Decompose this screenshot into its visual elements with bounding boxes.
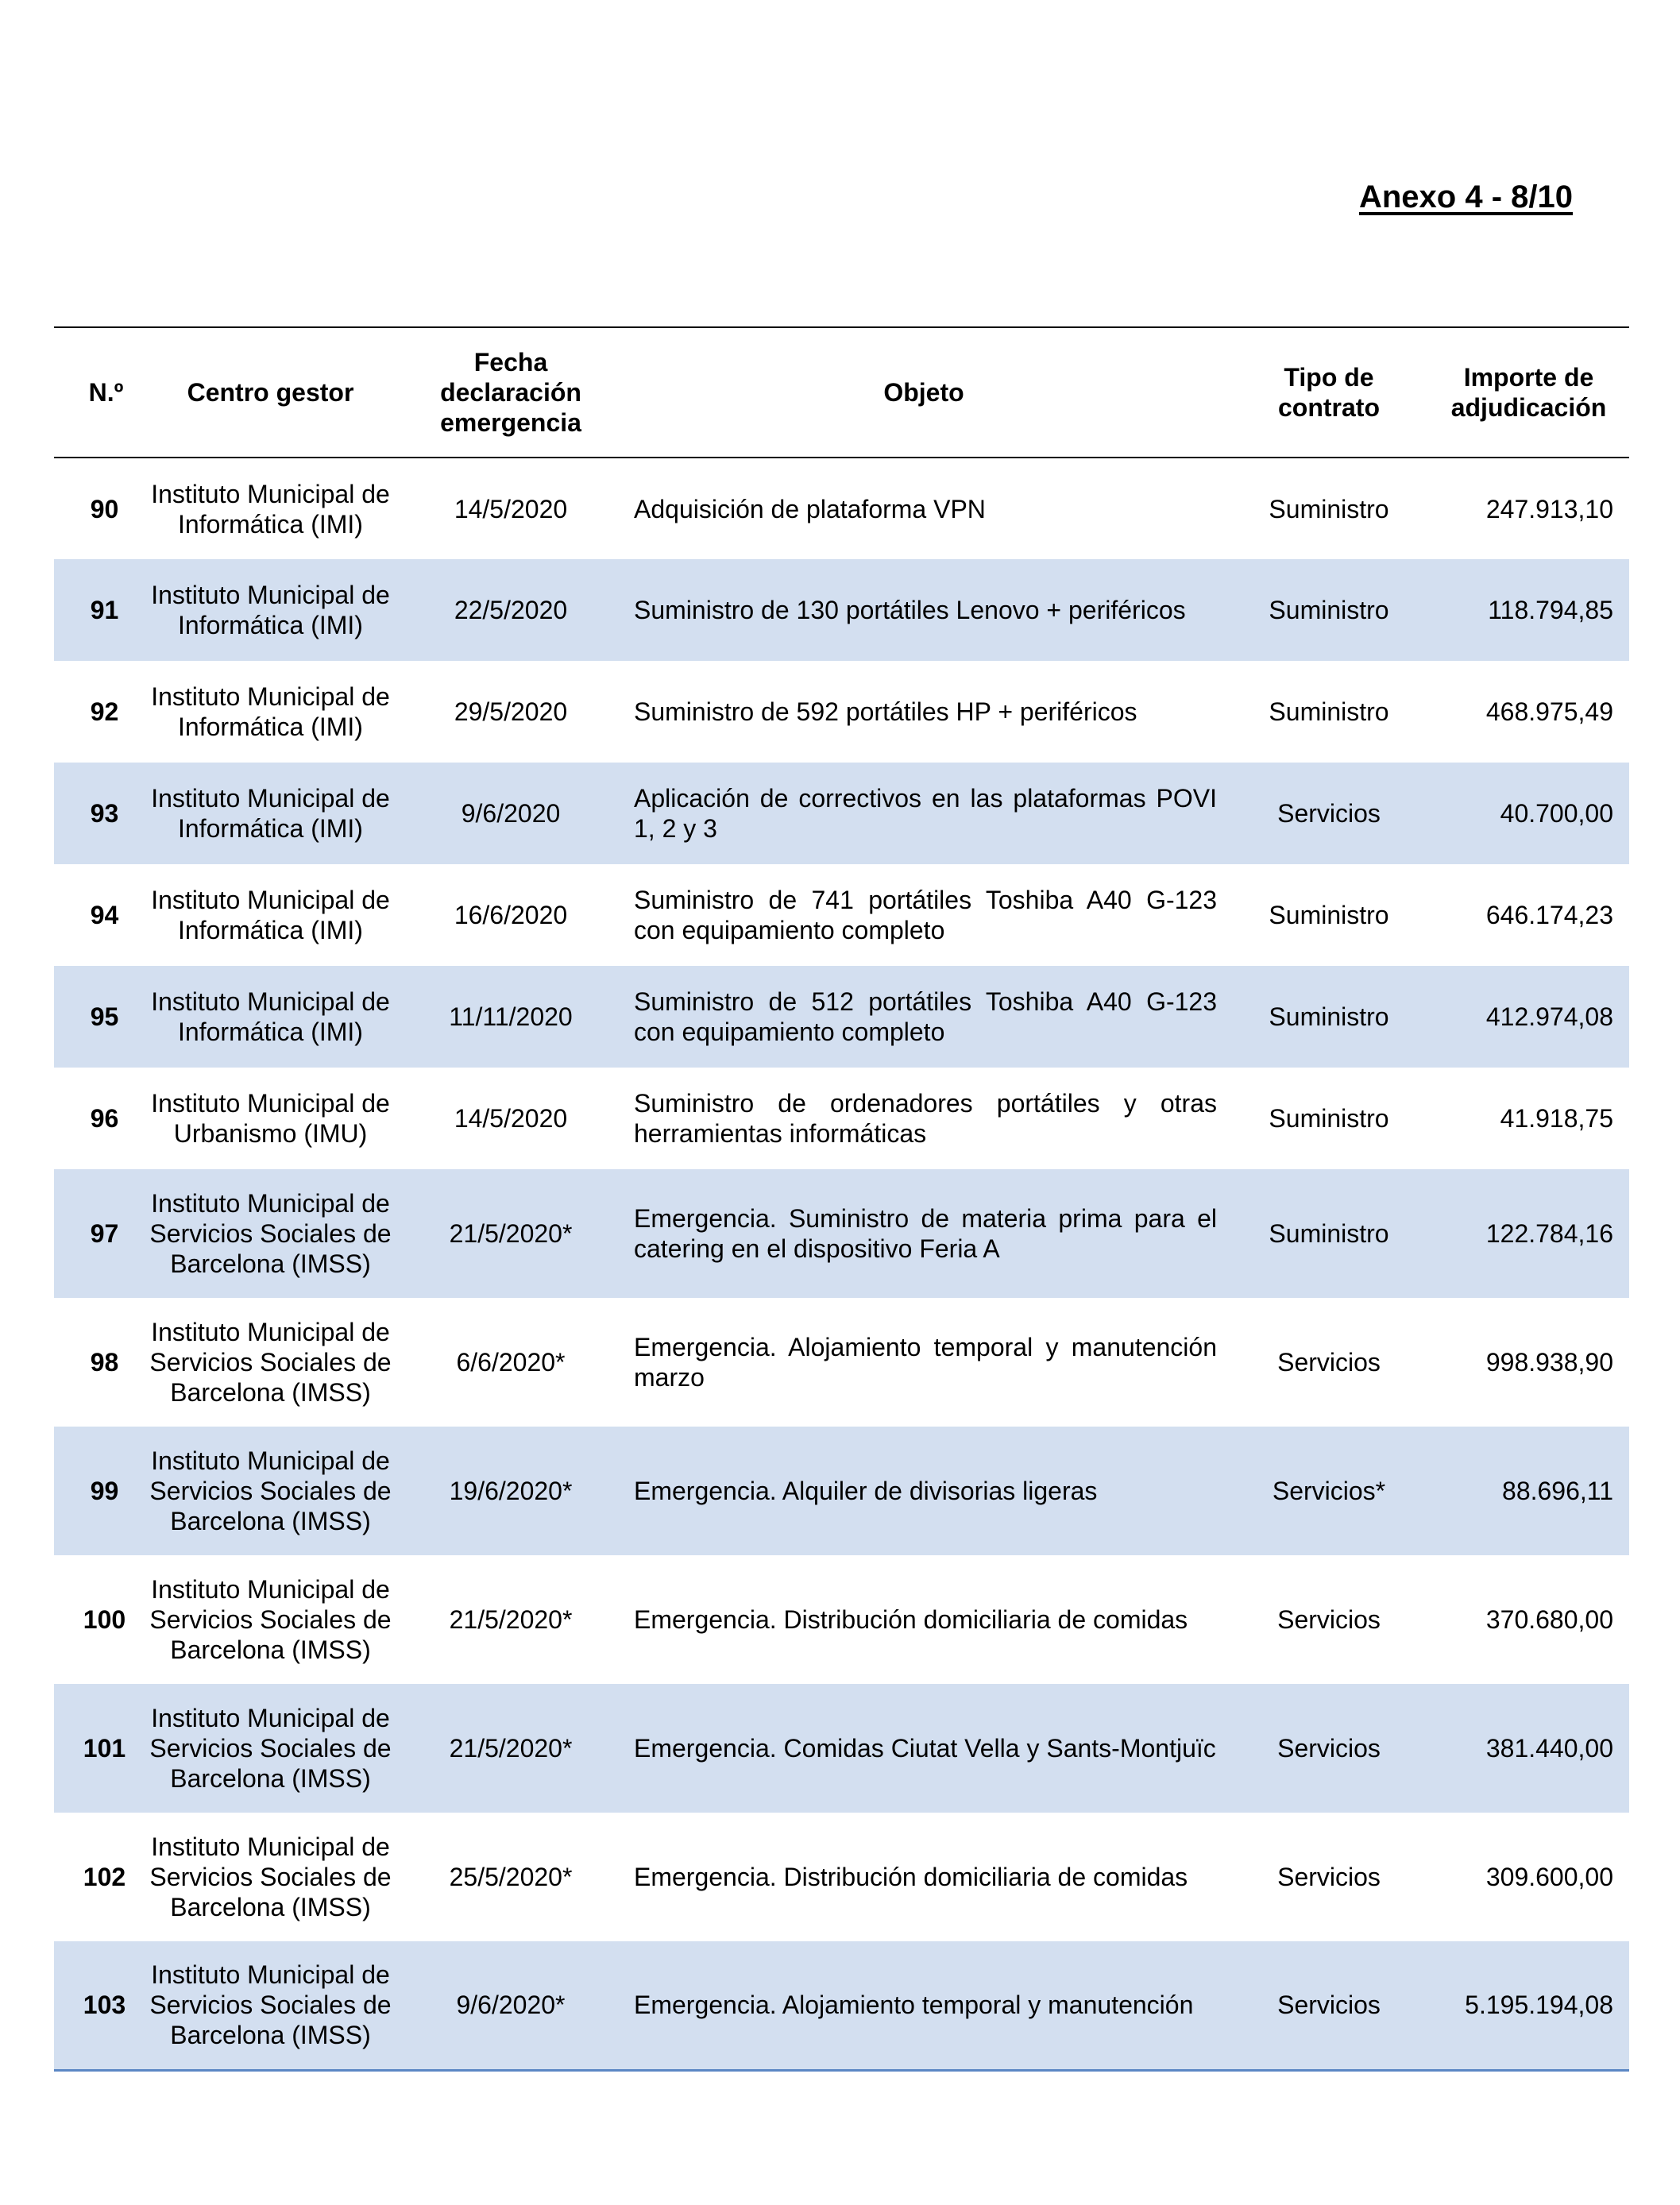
row-tipo: Servicios bbox=[1230, 1941, 1428, 2070]
row-num: 101 bbox=[54, 1684, 137, 1813]
table-row bbox=[54, 864, 1629, 966]
row-tipo: Suministro bbox=[1269, 494, 1389, 523]
row-tipo: Suministro bbox=[1269, 901, 1389, 929]
row-objeto: Aplicación de correctivos en las plataformas POVI 1, 2 y 3 bbox=[618, 763, 1230, 864]
row-objeto: Suministro de 592 portátiles HP + periféricos bbox=[634, 697, 1137, 726]
row-fecha: 22/5/2020 bbox=[404, 559, 618, 661]
row-tipo: Suministro bbox=[1269, 1104, 1389, 1133]
table-row bbox=[54, 458, 1629, 559]
row-importe: 412.974,08 bbox=[1428, 966, 1629, 1068]
row-tipo: Suministro bbox=[1230, 966, 1428, 1068]
row-num: 97 bbox=[54, 1169, 137, 1298]
table-row bbox=[54, 1813, 1629, 1941]
row-centro: Instituto Municipal de Informática (IMI) bbox=[151, 886, 390, 944]
table-row bbox=[54, 966, 1629, 1068]
row-fecha: 9/6/2020 bbox=[404, 763, 618, 864]
table-row bbox=[54, 1169, 1629, 1298]
row-num: 92 bbox=[90, 697, 119, 726]
table-body bbox=[54, 458, 1629, 2070]
header-centro-gestor: Centro gestor bbox=[187, 378, 354, 407]
table-row bbox=[54, 1298, 1629, 1427]
row-tipo: Servicios bbox=[1277, 1863, 1381, 1891]
row-num: 95 bbox=[54, 966, 137, 1068]
header-objeto: Objeto bbox=[883, 378, 964, 407]
row-centro: Instituto Municipal de Servicios Sociales de Barcelona (IMSS) bbox=[137, 1169, 404, 1298]
row-centro: Instituto Municipal de Urbanismo (IMU) bbox=[151, 1089, 390, 1148]
row-importe: 646.174,23 bbox=[1485, 901, 1613, 929]
table-row bbox=[54, 559, 1629, 661]
row-centro: Instituto Municipal de Servicios Sociales de Barcelona (IMSS) bbox=[137, 1684, 404, 1813]
row-importe: 118.794,85 bbox=[1428, 559, 1629, 661]
row-centro: Instituto Municipal de Informática (IMI) bbox=[137, 966, 404, 1068]
row-centro: Instituto Municipal de Servicios Sociales de Barcelona (IMSS) bbox=[149, 1832, 392, 1921]
contracts-table-container bbox=[54, 326, 1629, 2072]
row-num: 102 bbox=[83, 1863, 126, 1891]
row-num: 103 bbox=[54, 1941, 137, 2070]
header-tipo-contrato: Tipo de contrato bbox=[1278, 363, 1380, 422]
row-importe: 40.700,00 bbox=[1428, 763, 1629, 864]
row-num: 98 bbox=[90, 1348, 119, 1377]
row-objeto: Emergencia. Alojamiento temporal y manutención bbox=[618, 1941, 1230, 2070]
table-row bbox=[54, 661, 1629, 763]
row-centro: Instituto Municipal de Informática (IMI) bbox=[137, 559, 404, 661]
row-centro: Instituto Municipal de Servicios Sociales de Barcelona (IMSS) bbox=[137, 1427, 404, 1555]
row-fecha: 29/5/2020 bbox=[454, 697, 568, 726]
row-num: 100 bbox=[83, 1605, 126, 1634]
row-tipo: Suministro bbox=[1230, 1169, 1428, 1298]
row-centro: Instituto Municipal de Servicios Sociales de Barcelona (IMSS) bbox=[137, 1941, 404, 2070]
row-importe: 998.938,90 bbox=[1485, 1348, 1613, 1377]
row-importe: 5.195.194,08 bbox=[1428, 1941, 1629, 2070]
row-tipo: Servicios bbox=[1230, 763, 1428, 864]
row-fecha: 21/5/2020* bbox=[404, 1684, 618, 1813]
row-objeto: Emergencia. Distribución domiciliaria de comidas bbox=[634, 1863, 1188, 1891]
row-centro: Instituto Municipal de Informática (IMI) bbox=[151, 682, 390, 741]
row-fecha: 14/5/2020 bbox=[454, 494, 568, 523]
row-importe: 370.680,00 bbox=[1485, 1605, 1613, 1634]
table-row bbox=[54, 763, 1629, 864]
row-objeto: Emergencia. Suministro de materia prima para el catering en el dispositivo Feria A bbox=[618, 1169, 1230, 1298]
row-tipo: Servicios* bbox=[1230, 1427, 1428, 1555]
row-objeto: Emergencia. Distribución domiciliaria de comidas bbox=[634, 1605, 1188, 1634]
row-fecha: 19/6/2020* bbox=[404, 1427, 618, 1555]
row-importe: 88.696,11 bbox=[1428, 1427, 1629, 1555]
row-objeto: Emergencia. Alojamiento temporal y manutención marzo bbox=[634, 1333, 1217, 1392]
row-importe: 381.440,00 bbox=[1428, 1684, 1629, 1813]
row-centro: Instituto Municipal de Servicios Sociales de Barcelona (IMSS) bbox=[149, 1575, 392, 1664]
row-fecha: 21/5/2020* bbox=[404, 1169, 618, 1298]
row-num: 94 bbox=[90, 901, 119, 929]
row-objeto: Suministro de 512 portátiles Toshiba A40 G-123 con equipamiento completo bbox=[618, 966, 1230, 1068]
row-fecha: 6/6/2020* bbox=[456, 1348, 566, 1377]
row-importe: 468.975,49 bbox=[1485, 697, 1613, 726]
row-importe: 41.918,75 bbox=[1500, 1104, 1613, 1133]
header-num: N.º bbox=[88, 378, 124, 407]
row-objeto: Emergencia. Comidas Ciutat Vella y Sants-Montjuïc bbox=[618, 1684, 1230, 1813]
row-importe: 309.600,00 bbox=[1485, 1863, 1613, 1891]
row-num: 91 bbox=[54, 559, 137, 661]
row-centro: Instituto Municipal de Servicios Sociales de Barcelona (IMSS) bbox=[149, 1318, 392, 1407]
contracts-table bbox=[54, 326, 1629, 2072]
table-row bbox=[54, 1068, 1629, 1169]
table-row bbox=[54, 1941, 1629, 2070]
row-centro: Instituto Municipal de Informática (IMI) bbox=[137, 763, 404, 864]
row-objeto: Emergencia. Alquiler de divisorias ligeras bbox=[618, 1427, 1230, 1555]
header-fecha-declaracion: Fecha declaración emergencia bbox=[440, 348, 581, 437]
row-importe: 247.913,10 bbox=[1485, 494, 1613, 523]
row-objeto: Suministro de 741 portátiles Toshiba A40 G-123 con equipamiento completo bbox=[634, 886, 1217, 944]
row-fecha: 14/5/2020 bbox=[454, 1104, 568, 1133]
row-fecha: 16/6/2020 bbox=[454, 901, 568, 929]
row-centro: Instituto Municipal de Informática (IMI) bbox=[151, 479, 390, 539]
row-fecha: 11/11/2020 bbox=[404, 966, 618, 1068]
row-tipo: Servicios bbox=[1277, 1348, 1381, 1377]
row-fecha: 9/6/2020* bbox=[404, 1941, 618, 2070]
row-tipo: Suministro bbox=[1230, 559, 1428, 661]
row-num: 99 bbox=[54, 1427, 137, 1555]
row-fecha: 21/5/2020* bbox=[449, 1605, 573, 1634]
annex-page-title: Anexo 4 - 8/10 bbox=[1358, 180, 1573, 214]
header-row bbox=[54, 327, 1629, 458]
row-objeto: Suministro de 130 portátiles Lenovo + periféricos bbox=[618, 559, 1230, 661]
row-num: 90 bbox=[90, 494, 119, 523]
row-fecha: 25/5/2020* bbox=[449, 1863, 573, 1891]
table-header bbox=[54, 327, 1629, 458]
table-row bbox=[54, 1684, 1629, 1813]
row-num: 93 bbox=[54, 763, 137, 864]
row-objeto: Suministro de ordenadores portátiles y otras herramientas informáticas bbox=[634, 1089, 1217, 1148]
row-num: 96 bbox=[90, 1104, 119, 1133]
row-tipo: Servicios bbox=[1230, 1684, 1428, 1813]
row-importe: 122.784,16 bbox=[1428, 1169, 1629, 1298]
row-tipo: Suministro bbox=[1269, 697, 1389, 726]
table-row bbox=[54, 1427, 1629, 1555]
table-row bbox=[54, 1555, 1629, 1684]
row-tipo: Servicios bbox=[1277, 1605, 1381, 1634]
row-objeto: Adquisición de plataforma VPN bbox=[634, 494, 986, 523]
header-importe: Importe de adjudicación bbox=[1450, 363, 1607, 422]
